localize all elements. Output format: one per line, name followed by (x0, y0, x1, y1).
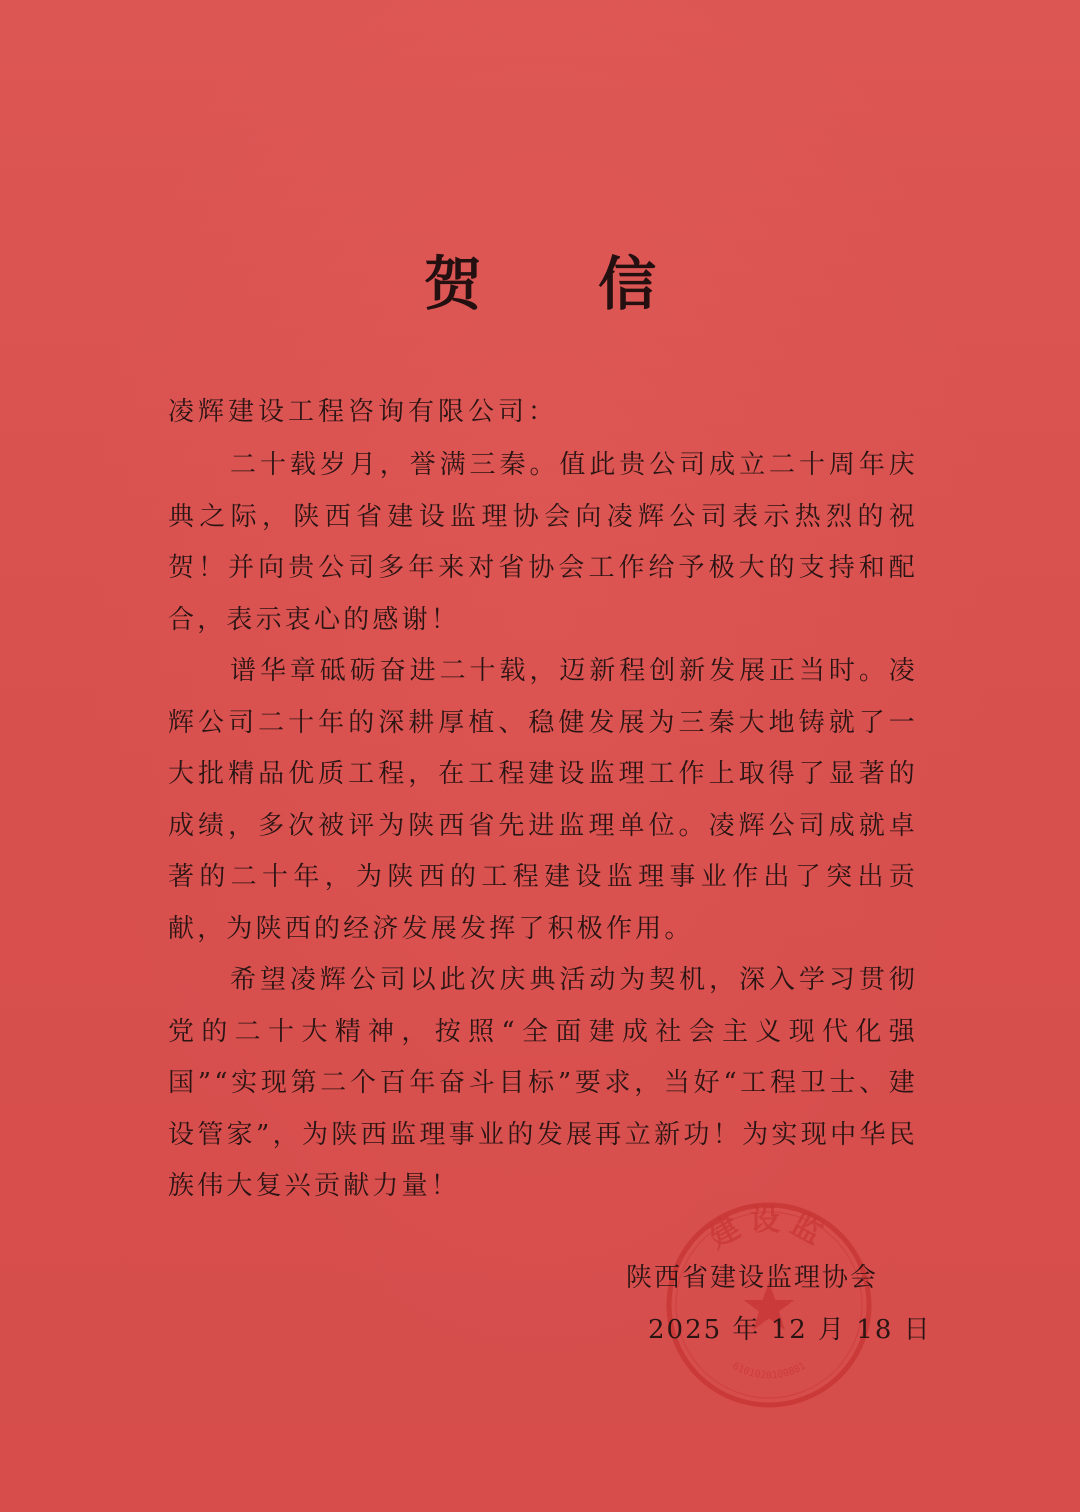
signature-block (626, 1252, 932, 1356)
letter-body (168, 440, 918, 1213)
svg-text:建设监 (703, 1203, 835, 1256)
paragraph-3: 希望凌辉公司以此次庆典活动为契机，深入学习贯彻党的二十大精神，按照“全面建成社会主义现代化强国”“实现第二个百年奋斗目标”要求，当好“工程卫士、建设管家”，为陕西监理事业的发展再立新功！为实现中华民族伟大复兴贡献力量！ (168, 965, 918, 1201)
seal-arc-text: 建设监 (702, 1203, 836, 1256)
paragraph-2: 谱华章砥砺奋进二十载，迈新程创新发展正当时。凌辉公司二十年的深耕厚植、稳健发展为三秦大地铸就了一大批精品优质工程，在工程建设监理工作上取得了显著的成绩，多次被评为陕西省先进监理单位。凌辉公司成就卓著的二十年，为陕西的工程建设监理事业作出了突出贡献，为陕西的经济发展发挥了积极作用。 (168, 656, 918, 944)
svg-text:6101020100881 (730, 1361, 807, 1382)
paragraph-1: 二十载岁月，誉满三秦。值此贵公司成立二十周年庆典之际，陕西省建设监理协会向凌辉公司表示热烈的祝贺！并向贵公司多年来对省协会工作给予极大的支持和配合，表示衷心的感谢！ (168, 450, 918, 635)
signature-organization: 陕西省建设监理协会 (626, 1263, 879, 1293)
salutation: 凌辉建设工程咨询有限公司： (168, 397, 559, 427)
letter-title: 贺 信 (423, 250, 705, 318)
signature-date: 2025 年 12 月 18 日 (648, 1315, 932, 1345)
seal-number: 6101020100881 (730, 1360, 808, 1382)
